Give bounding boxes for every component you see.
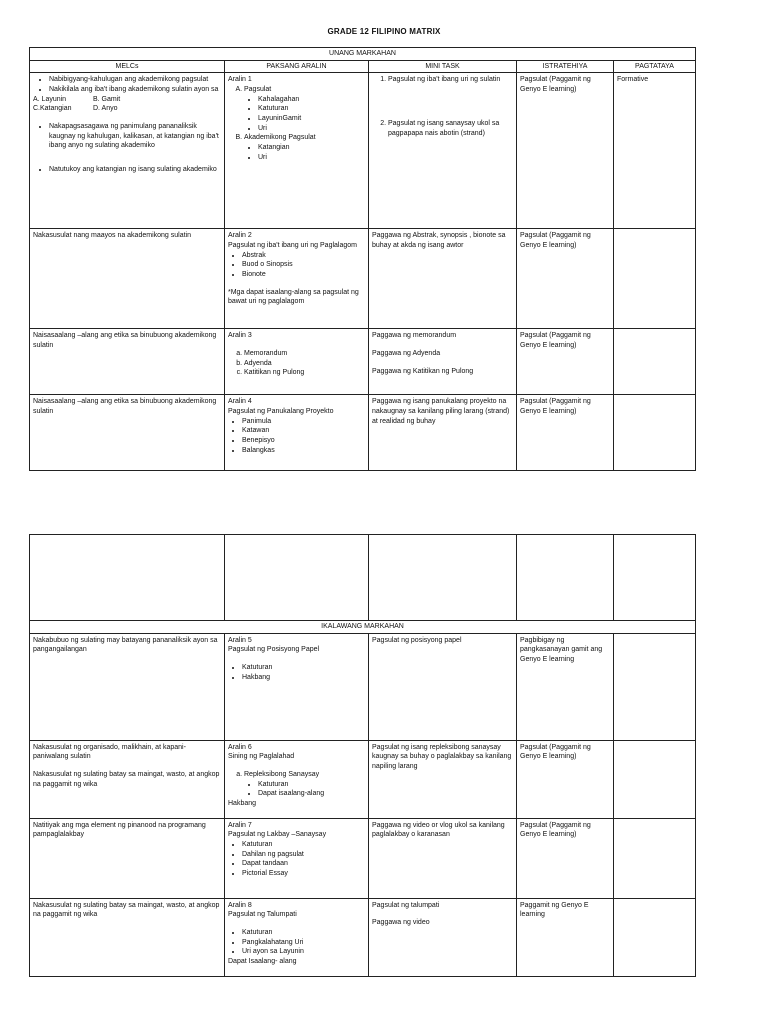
assessment-cell bbox=[614, 395, 696, 471]
melc-cell: Nakabubuo ng sulating may batayang pananaliksik ayon sa pangangailangan bbox=[30, 633, 225, 740]
task-cell: Paggawa ng Abstrak, synopsis , bionote sa buhay at akda ng isang awtor bbox=[369, 229, 517, 329]
topic-item: • Katuturan bbox=[242, 928, 365, 938]
empty-cell bbox=[614, 535, 696, 621]
subtopic-item: • LayuninGamit bbox=[258, 114, 365, 124]
topic-item: b. Adyenda bbox=[244, 359, 365, 369]
assessment-cell bbox=[614, 633, 696, 740]
aralin-label: Aralin 1 bbox=[228, 76, 252, 84]
table-row bbox=[30, 73, 696, 229]
paksa-cell bbox=[225, 898, 369, 976]
empty-cell bbox=[225, 535, 369, 621]
task-cell: Pagsulat ng isang repleksibong sanaysay kaugnay sa buhay o paglalakbay sa kanilang napiling larang bbox=[369, 740, 517, 818]
table-row bbox=[30, 229, 696, 329]
melc-cell bbox=[30, 73, 225, 229]
topic-item: • Pangkalahatang Uri bbox=[242, 938, 365, 948]
melc-cell: Naisasaalang –alang ang etika sa binubuong akademikong sulatin bbox=[30, 329, 225, 395]
strategy-cell: Pagsulat (Paggamit ng Genyo E learning) bbox=[517, 740, 614, 818]
table-row bbox=[30, 818, 696, 898]
topic-tail: Dapat Isaalang- alang bbox=[228, 957, 297, 965]
assessment-cell bbox=[614, 229, 696, 329]
task-cell: Pagsulat ng posisyong papel bbox=[369, 633, 517, 740]
topic-item: a. Repleksibong Sanaysay • Katuturan • Dapat isaalang-alang bbox=[244, 770, 365, 799]
melc-option: C.Katangian bbox=[33, 105, 72, 113]
header-paksang-aralin: PAKSANG ARALIN bbox=[225, 60, 369, 73]
quarter-heading: IKALAWANG MARKAHAN bbox=[30, 621, 696, 634]
melc-options bbox=[33, 104, 221, 114]
table-row bbox=[30, 898, 696, 976]
paksa-cell bbox=[225, 73, 369, 229]
subtopic-item: • Kahalagahan bbox=[258, 95, 365, 105]
melc-item: • Nakapagsasagawa ng panimulang pananaliksik kaugnay ng kahulugan, kalikasan, at katangian ng iba't ibang anyo ng sulating akademiko bbox=[49, 122, 221, 151]
task-item: Paggawa ng video bbox=[372, 919, 430, 927]
topic-item: • Benepisyo bbox=[242, 436, 365, 446]
table-row bbox=[30, 633, 696, 740]
melc-item: • Nabibigyang-kahulugan ang akademikong pagsulat bbox=[49, 75, 221, 85]
topic-item: • Katuturan bbox=[242, 840, 365, 850]
task-item: Paggawa ng Adyenda bbox=[372, 349, 441, 357]
subtopic-item: • Katangian bbox=[258, 143, 365, 153]
topic-note: *Mga dapat isaalang-alang sa pagsulat ng bawat uri ng paglalagom bbox=[228, 288, 359, 306]
topic-item: • Abstrak bbox=[242, 251, 365, 261]
subtopic-item: • Katuturan bbox=[258, 780, 365, 790]
header-mini-task: MINI TASK bbox=[369, 60, 517, 73]
topic-item: • Balangkas bbox=[242, 446, 365, 456]
strategy-cell: Pagsulat (Paggamit ng Genyo E learning) bbox=[517, 818, 614, 898]
topic-tail: Hakbang bbox=[228, 799, 257, 807]
topic-item: • Bionote bbox=[242, 270, 365, 280]
topic-item: a. Memorandum bbox=[244, 349, 365, 359]
table-row bbox=[30, 329, 696, 395]
task-item: Paggawa ng memorandum bbox=[372, 332, 457, 340]
strategy-cell: Pagsulat (Paggamit ng Genyo E learning) bbox=[517, 395, 614, 471]
aralin-label: Aralin 2 bbox=[228, 232, 252, 240]
aralin-label: Aralin 8 bbox=[228, 901, 252, 909]
topic-item: • Hakbang bbox=[242, 673, 365, 683]
assessment-cell: Formative bbox=[614, 73, 696, 229]
assessment-cell bbox=[614, 898, 696, 976]
task-cell: Paggawa ng isang panukalang proyekto na nakaugnay sa kanilang piling larang (strand) at realidad ng buhay bbox=[369, 395, 517, 471]
task-item: 1. Pagsulat ng iba't ibang uri ng sulatin bbox=[388, 75, 513, 85]
task-cell bbox=[369, 73, 517, 229]
strategy-cell: Pagsulat (Paggamit ng Genyo E learning) bbox=[517, 329, 614, 395]
document-title: GRADE 12 FILIPINO MATRIX bbox=[327, 27, 441, 36]
topic-item: c. Katitikan ng Pulong bbox=[244, 368, 365, 378]
subtopic-item: • Uri bbox=[258, 153, 365, 163]
matrix-table-q1 bbox=[29, 47, 696, 471]
matrix-table-q2 bbox=[29, 534, 696, 977]
topic-item: • Katuturan bbox=[242, 663, 365, 673]
topic-title: Pagsulat ng iba't ibang uri ng Paglalagom bbox=[228, 241, 357, 249]
topic-item: • Dapat tandaan bbox=[242, 859, 365, 869]
topic-title: Pagsulat ng Lakbay –Sanaysay bbox=[228, 831, 327, 839]
topic-item: • Buod o Sinopsis bbox=[242, 260, 365, 270]
melc-cell: Naisasaalang –alang ang etika sa binubuong akademikong sulatin bbox=[30, 395, 225, 471]
quarter-heading: UNANG MARKAHAN bbox=[30, 48, 696, 61]
topic-item: • Pictorial Essay bbox=[242, 869, 365, 879]
melc-cell: Natitiyak ang mga element ng pinanood na programang pampaglalakbay bbox=[30, 818, 225, 898]
empty-cell bbox=[517, 535, 614, 621]
paksa-cell bbox=[225, 395, 369, 471]
strategy-cell: Pagbibigay ng pangkasanayan gamit ang Genyo E learning bbox=[517, 633, 614, 740]
aralin-label: Aralin 7 bbox=[228, 821, 252, 829]
header-istratehiya: ISTRATEHIYA bbox=[517, 60, 614, 73]
strategy-cell: Paggamit ng Genyo E learning bbox=[517, 898, 614, 976]
topic-item: A. Pagsulat • Kahalagahan • Katuturan • LayuninGamit • Uri bbox=[244, 85, 365, 133]
melc-option: A. Layunin bbox=[33, 95, 67, 103]
aralin-label: Aralin 3 bbox=[228, 332, 252, 340]
topic-item: • Uri ayon sa Layunin bbox=[242, 947, 365, 957]
paksa-cell bbox=[225, 633, 369, 740]
assessment-cell bbox=[614, 740, 696, 818]
aralin-label: Aralin 5 bbox=[228, 636, 252, 644]
table-row bbox=[30, 740, 696, 818]
topic-item: • Katawan bbox=[242, 426, 365, 436]
melc-item: • Natutukoy ang katangian ng isang sulating akademiko bbox=[49, 165, 221, 175]
topic-item: • Dahilan ng pagsulat bbox=[242, 850, 365, 860]
melc-item: Nakasusulat ng sulating batay sa maingat, wasto, at angkop na paggamit ng wika bbox=[33, 770, 220, 788]
topic-item: • Panimula bbox=[242, 417, 365, 427]
topic-title: Sining ng Paglalahad bbox=[228, 753, 295, 761]
assessment-cell bbox=[614, 818, 696, 898]
topic-title: Pagsulat ng Panukalang Proyekto bbox=[228, 407, 334, 415]
paksa-cell bbox=[225, 818, 369, 898]
melc-option: D. Anyo bbox=[93, 105, 118, 113]
paksa-cell bbox=[225, 740, 369, 818]
melc-cell: Nakasusulat ng sulating batay sa maingat, wasto, at angkop na paggamit ng wika bbox=[30, 898, 225, 976]
topic-item: B. Akademikong Pagsulat • Katangian • Uri bbox=[244, 133, 365, 162]
melc-cell bbox=[30, 740, 225, 818]
header-melcs: MELCs bbox=[30, 60, 225, 73]
strategy-cell: Pagsulat (Paggamit ng Genyo E learning) bbox=[517, 73, 614, 229]
melc-item: • Nakikilala ang iba't ibang akademikong sulatin ayon sa bbox=[49, 85, 221, 95]
strategy-cell: Pagsulat (Paggamit ng Genyo E learning) bbox=[517, 229, 614, 329]
task-cell bbox=[369, 329, 517, 395]
melc-option: B. Gamit bbox=[93, 95, 121, 103]
melc-item: Nakasusulat ng organisado, malikhain, at kapani-paniwalang sulatin bbox=[33, 743, 186, 761]
table-row bbox=[30, 535, 696, 621]
task-cell bbox=[369, 898, 517, 976]
melc-options bbox=[33, 95, 221, 105]
empty-cell bbox=[369, 535, 517, 621]
table-row bbox=[30, 395, 696, 471]
aralin-label: Aralin 4 bbox=[228, 398, 252, 406]
subtopic-item: • Katuturan bbox=[258, 104, 365, 114]
task-item: Paggawa ng Katitikan ng Pulong bbox=[372, 367, 474, 375]
task-item: 2. Pagsulat ng isang sanaysay ukol sa pagpapapa nais abotin (strand) bbox=[388, 119, 513, 138]
header-pagtataya: PAGTATAYA bbox=[614, 60, 696, 73]
task-cell: Paggawa ng video or vlog ukol sa kanilang paglalakbay o karanasan bbox=[369, 818, 517, 898]
paksa-cell bbox=[225, 229, 369, 329]
topic-title: Pagsulat ng Talumpati bbox=[228, 911, 297, 919]
empty-cell bbox=[30, 535, 225, 621]
melc-cell: Nakasusulat nang maayos na akademikong sulatin bbox=[30, 229, 225, 329]
aralin-label: Aralin 6 bbox=[228, 743, 252, 751]
topic-title: Pagsulat ng Posisyong Papel bbox=[228, 646, 320, 654]
task-item: Pagsulat ng talumpati bbox=[372, 901, 440, 909]
paksa-cell bbox=[225, 329, 369, 395]
subtopic-item: • Dapat isaalang-alang bbox=[258, 789, 365, 799]
assessment-cell bbox=[614, 329, 696, 395]
subtopic-item: • Uri bbox=[258, 124, 365, 134]
